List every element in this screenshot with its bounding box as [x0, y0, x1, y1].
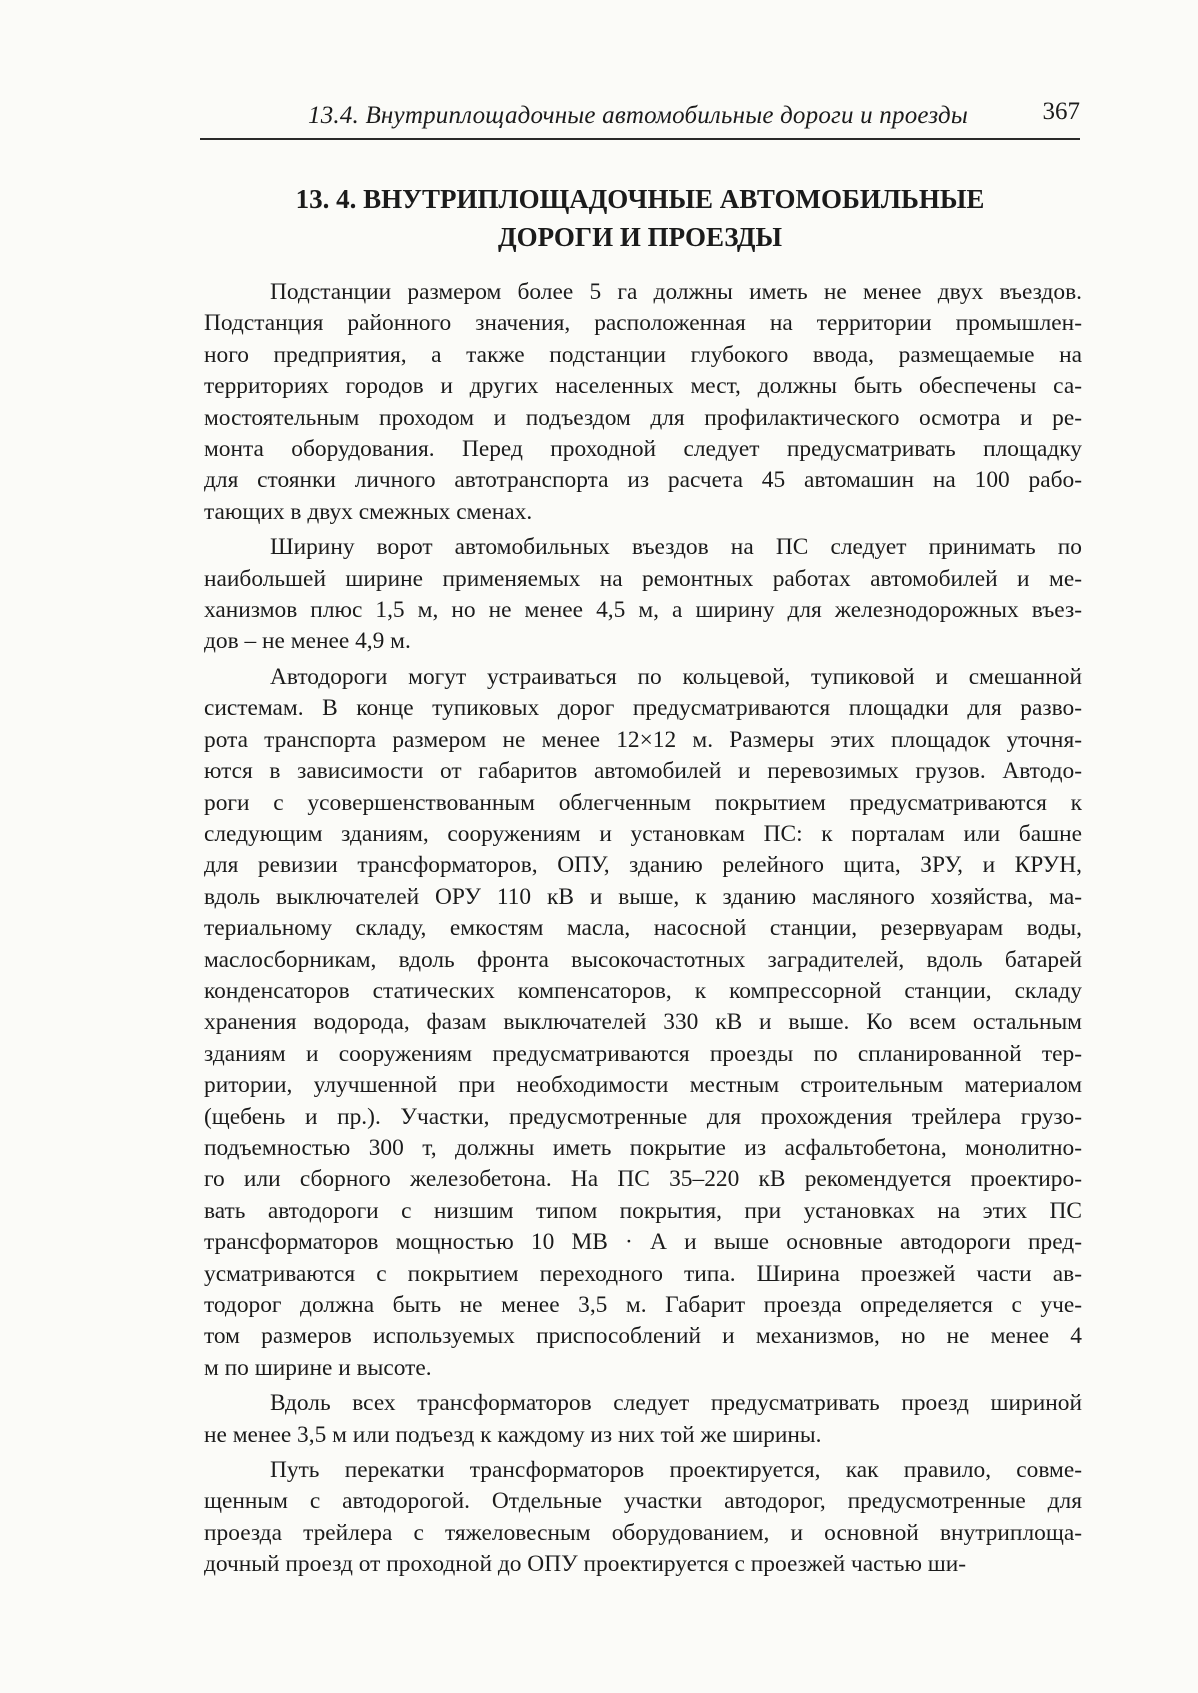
- body-text: [204, 277, 1082, 1585]
- paragraph-line: монта оборудования. Перед проходной следует предусматривать площадку: [204, 436, 1082, 463]
- paragraph-line: роги с усовершенствованным облегченным покрытием предусматриваются к: [204, 789, 1082, 816]
- paragraph-line: Подстанции размером более 5 га должны иметь не менее двух въездов.: [270, 279, 1082, 305]
- paragraph-line: Путь перекатки трансформаторов проектируется, как правило, совме-: [270, 1457, 1082, 1484]
- paragraph-line: Подстанция районного значения, расположенная на территории промышлен-: [204, 310, 1082, 337]
- paragraph: [204, 277, 1082, 528]
- paragraph-line: вдоль выключателей ОРУ 110 кВ и выше, к зданию масляного хозяйства, ма-: [204, 883, 1082, 910]
- paragraph-line: вать автодороги с низшим типом покрытия, при установках на этих ПС: [204, 1197, 1082, 1224]
- paragraph-line: щенным с автодорогой. Отдельные участки автодорог, предусмотренные для: [204, 1488, 1082, 1515]
- paragraph-line: м по ширине и высоте.: [204, 1354, 432, 1381]
- paragraph-line: для стоянки личного автотранспорта из расчета 45 автомашин на 100 рабо-: [204, 467, 1082, 494]
- paragraph: [204, 532, 1082, 658]
- paragraph-line: маслосборникам, вдоль фронта высокочастотных заградителей, вдоль батарей: [204, 946, 1082, 973]
- paragraph-line: Ширину ворот автомобильных въездов на ПС следует принимать по: [270, 534, 1082, 561]
- paragraph-line: Автодороги могут устраиваться по кольцевой, тупиковой и смешанной: [270, 663, 1082, 690]
- paragraph-line: тающих в двух смежных сменах.: [204, 498, 533, 525]
- paragraph-line: усматриваются с покрытием переходного типа. Ширина проезжей части ав-: [204, 1260, 1082, 1287]
- paragraph-line: территориях городов и других населенных мест, должны быть обеспечены са-: [204, 373, 1082, 400]
- paragraph-line: проезда трейлера с тяжеловесным оборудованием, и основной внутриплоща-: [204, 1519, 1082, 1546]
- paragraph-line: для ревизии трансформаторов, ОПУ, зданию релейного щита, ЗРУ, и КРУН,: [204, 852, 1082, 879]
- paragraph-line: ного предприятия, а также подстанции глубокого ввода, размещаемые на: [204, 341, 1082, 368]
- paragraph-line: дочный проезд от проходной до ОПУ проектируется с проезжей частью ши-: [204, 1551, 967, 1578]
- section-heading-line-2: ДОРОГИ И ПРОЕЗДЫ: [498, 222, 782, 252]
- paragraph-line: том размеров используемых приспособлений и механизмов, но не менее 4: [204, 1323, 1082, 1350]
- section-heading-line-1: 13. 4. ВНУТРИПЛОЩАДОЧНЫЕ АВТОМОБИЛЬНЫЕ: [295, 184, 985, 214]
- paragraph-line: Вдоль всех трансформаторов следует предусматривать проезд шириной: [270, 1390, 1082, 1417]
- paragraph-line: ханизмов плюс 1,5 м, но не менее 4,5 м, а ширину для железнодорожных въез-: [204, 597, 1082, 624]
- paragraph-line: ются в зависимости от габаритов автомобилей и перевозимых грузов. Автодо-: [204, 758, 1082, 785]
- paragraph-line: териальному складу, емкостям масла, насосной станции, резервуарам воды,: [204, 915, 1082, 942]
- paragraph-line: тодорог должна быть не менее 3,5 м. Габарит проезда определяется с уче-: [204, 1292, 1082, 1318]
- paragraph: [204, 1388, 1082, 1451]
- paragraph-line: наибольшей ширине применяемых на ремонтных работах автомобилей и ме-: [204, 565, 1082, 592]
- paragraph-line: го или сборного железобетона. На ПС 35–220 кВ рекомендуется проектиро-: [204, 1166, 1082, 1193]
- paragraph-line: мостоятельным проходом и подъездом для профилактического осмотра и ре-: [204, 404, 1082, 431]
- paragraph-line: зданиям и сооружениям предусматриваются проезды по спланированной тер-: [204, 1040, 1082, 1067]
- paragraph-line: рота транспорта размером не менее 12×12 м. Размеры этих площадок уточня-: [204, 726, 1082, 753]
- paragraph-line: трансформаторов мощностью 10 МВ · А и выше основные автодороги пред-: [204, 1229, 1082, 1256]
- paragraph-line: (щебень и пр.). Участки, предусмотренные для прохождения трейлера грузо-: [204, 1103, 1082, 1130]
- paragraph-line: дов – не менее 4,9 м.: [204, 628, 411, 655]
- running-title: 13.4. Внутриплощадочные автомобильные дороги и проезды: [308, 102, 968, 129]
- section-heading: [200, 180, 1080, 256]
- paragraph-line: конденсаторов статических компенсаторов, к компрессорной станции, складу: [204, 977, 1082, 1004]
- running-header: [200, 92, 1080, 140]
- paragraph: [204, 662, 1082, 1384]
- paragraph-line: хранения водорода, фазам выключателей 330 кВ и выше. Ко всем остальным: [204, 1009, 1082, 1036]
- paragraph: [204, 1455, 1082, 1581]
- paragraph-line: не менее 3,5 м или подъезд к каждому из них той же ширины.: [204, 1421, 822, 1448]
- paragraph-line: ритории, улучшенной при необходимости местным строительным материалом: [204, 1072, 1082, 1099]
- paragraph-line: следующим зданиям, сооружениям и установкам ПС: к порталам или башне: [204, 820, 1082, 847]
- page-number: 367: [1042, 98, 1080, 125]
- paragraph-line: системам. В конце тупиковых дорог предусматриваются площадки для разво-: [204, 695, 1082, 722]
- paragraph-line: подъемностью 300 т, должны иметь покрытие из асфальтобетона, монолитно-: [204, 1134, 1082, 1161]
